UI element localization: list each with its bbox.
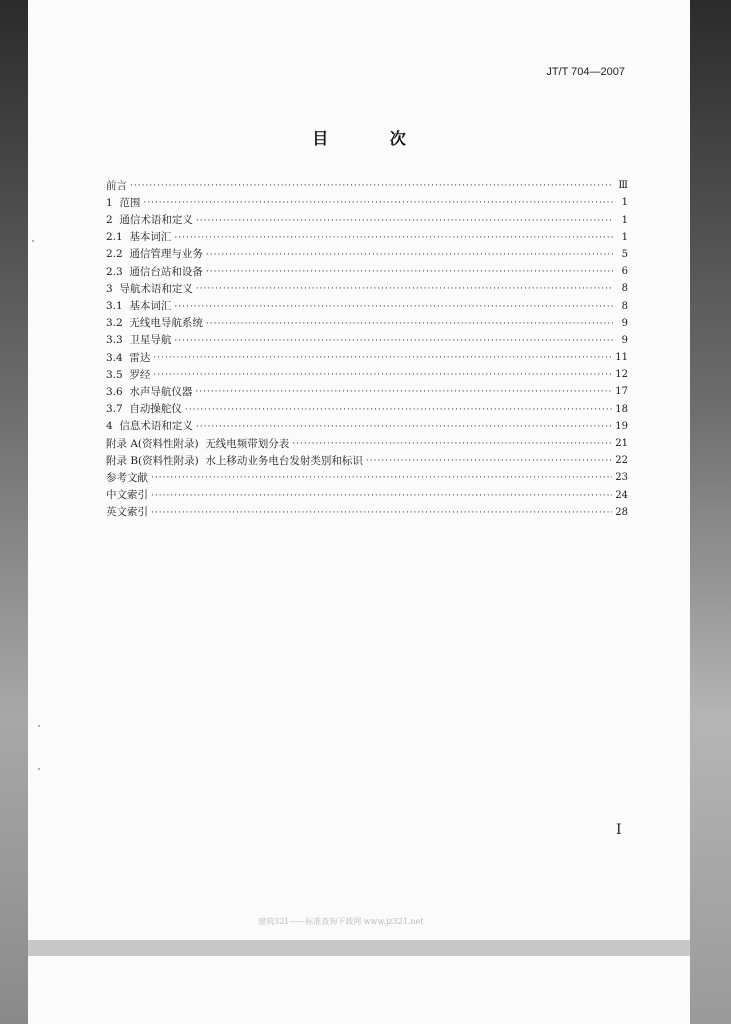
toc-entry-page: 9 <box>621 334 628 346</box>
toc-entry <box>106 312 628 329</box>
toc-entry-page: 19 <box>615 420 628 432</box>
toc-entry-label: 中文索引 <box>106 489 148 502</box>
toc-entry <box>106 432 628 449</box>
toc-entry-page: Ⅲ <box>618 180 628 192</box>
toc-entry-page: 1 <box>621 231 628 243</box>
toc-entry-page: 5 <box>621 248 628 260</box>
toc-entry <box>106 277 628 294</box>
toc-leader-dots <box>196 285 613 294</box>
toc-leader-dots <box>366 457 612 466</box>
standard-code: JT/T 704—2007 <box>546 66 625 78</box>
toc-entry-label: 4 信息术语和定义 <box>106 420 193 433</box>
toc-entry <box>106 380 628 397</box>
toc-entry <box>106 329 628 346</box>
toc-entry <box>106 346 628 363</box>
toc-entry-label: 3.4 雷达 <box>106 351 151 364</box>
toc-leader-dots <box>153 371 612 380</box>
toc-entry <box>106 501 628 518</box>
toc-entry <box>106 363 628 380</box>
toc-entry-label: 英文索引 <box>106 506 148 519</box>
toc-leader-dots <box>151 474 612 483</box>
toc-leader-dots <box>185 406 612 415</box>
viewer-left-margin <box>0 0 28 1024</box>
toc-entry-label: 参考文献 <box>106 471 148 484</box>
toc-entry-page: 1 <box>621 197 628 209</box>
toc-entry <box>106 294 628 311</box>
scan-speck <box>32 240 34 242</box>
toc-entry <box>106 260 628 277</box>
toc-leader-dots <box>151 509 612 518</box>
toc-entry <box>106 174 628 191</box>
toc-entry-label: 3.6 水声导航仪器 <box>106 385 193 398</box>
toc-entry-page: 21 <box>615 438 628 449</box>
toc-entry <box>106 466 628 483</box>
toc-entry <box>106 191 628 208</box>
toc-leader-dots <box>153 354 612 363</box>
toc-entry-page: 1 <box>621 214 628 226</box>
toc-entry-page: 23 <box>615 472 628 484</box>
toc-entry-label: 3.1 基本词汇 <box>106 300 172 312</box>
toc-leader-dots <box>174 303 613 312</box>
table-of-contents <box>106 174 628 518</box>
viewer-right-margin <box>690 0 731 1024</box>
toc-entry-label: 2.1 基本词汇 <box>106 231 172 244</box>
toc-entry-page: 9 <box>621 317 628 329</box>
toc-entry-label: 附录 A(资料性附录) 无线电频带划分表 <box>106 437 290 450</box>
toc-entry-page: 11 <box>615 352 628 364</box>
toc-entry-page: 28 <box>615 506 628 518</box>
toc-entry-page: 6 <box>621 266 628 278</box>
toc-entry-label: 前言 <box>106 179 127 192</box>
toc-entry <box>106 415 628 432</box>
toc-leader-dots <box>151 492 612 501</box>
toc-leader-dots <box>206 251 613 260</box>
toc-entry-page: 8 <box>621 300 628 312</box>
toc-leader-dots <box>292 440 612 449</box>
toc-leader-dots <box>206 268 613 277</box>
page-title: 目 次 <box>312 129 434 148</box>
toc-entry-page: 18 <box>615 403 628 415</box>
scan-speck <box>38 725 40 727</box>
toc-entry <box>106 483 628 500</box>
toc-entry <box>106 226 628 243</box>
page-number: I <box>616 822 622 838</box>
toc-leader-dots <box>196 423 612 432</box>
toc-leader-dots <box>195 388 612 397</box>
page-gap <box>28 940 690 956</box>
document-page <box>28 0 690 940</box>
toc-entry-label: 3 导航术语和定义 <box>106 282 193 295</box>
toc-entry-label: 3.5 罗经 <box>106 368 151 381</box>
next-document-page <box>28 956 690 1024</box>
toc-entry-page: 24 <box>615 489 628 501</box>
toc-entry-label: 附录 B(资料性附录) 水上移动业务电台发射类别和标识 <box>106 454 363 467</box>
toc-entry-label: 2.3 通信台站和设备 <box>106 265 203 278</box>
watermark: 建筑321——标准查询下载网 www.jz321.net <box>258 917 424 926</box>
toc-entry <box>106 397 628 414</box>
toc-leader-dots <box>206 320 613 329</box>
toc-entry <box>106 243 628 260</box>
toc-entry-label: 3.2 无线电导航系统 <box>106 317 203 330</box>
toc-entry-page: 17 <box>615 386 628 398</box>
toc-leader-dots <box>174 234 613 243</box>
toc-entry <box>106 449 628 466</box>
toc-leader-dots <box>143 199 613 208</box>
toc-entry-label: 3.7 自动操舵仪 <box>106 403 182 416</box>
toc-entry-label: 2.2 通信管理与业务 <box>106 248 203 261</box>
toc-entry <box>106 208 628 225</box>
toc-leader-dots <box>196 217 613 226</box>
toc-entry-label: 3.3 卫星导航 <box>106 334 172 347</box>
toc-entry-page: 12 <box>615 369 628 381</box>
toc-leader-dots <box>130 182 613 191</box>
toc-leader-dots <box>174 337 613 346</box>
toc-entry-label: 2 通信术语和定义 <box>106 214 193 227</box>
toc-entry-label: 1 范围 <box>106 196 141 209</box>
toc-entry-page: 22 <box>615 455 628 467</box>
toc-entry-page: 8 <box>621 283 628 295</box>
scan-speck <box>38 768 40 770</box>
